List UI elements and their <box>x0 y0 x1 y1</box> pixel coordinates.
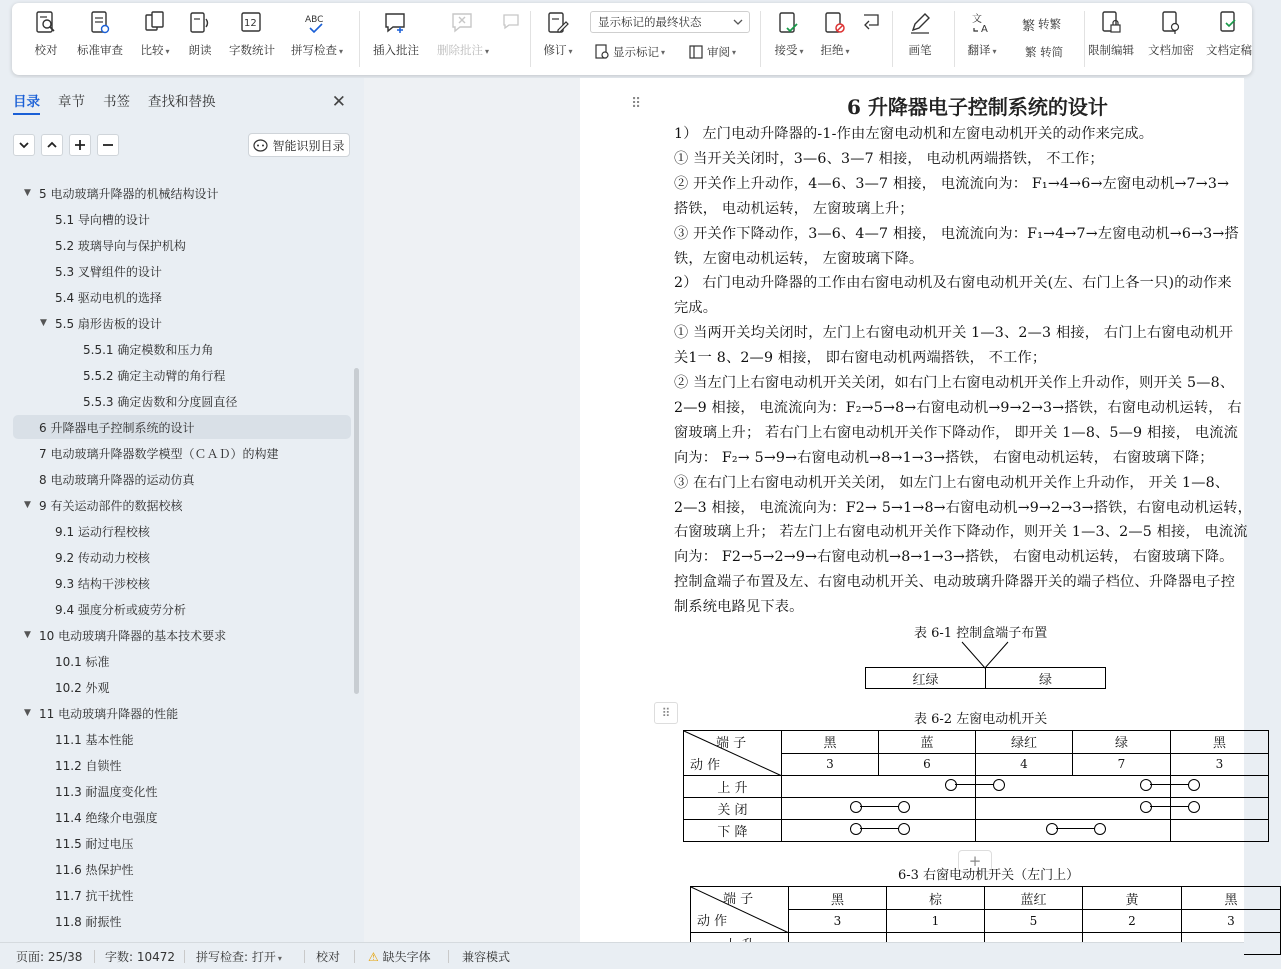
connection-cell <box>782 776 976 798</box>
toc-item-label: 7 电动玻璃升降器数学模型（ＣＡＤ）的构建 <box>39 446 279 461</box>
terminal-number-cell: 3 <box>789 910 887 933</box>
scrollbar[interactable] <box>354 368 359 694</box>
toc-item[interactable] <box>13 259 351 283</box>
body-text-line: 向为： F2→5→2→9→右窗电动机→8→1→3→搭铁， 右窗电动机运转， 右窗玻璃下降。 <box>674 549 1234 566</box>
show-markup-caret-icon: ▾ <box>661 47 666 57</box>
collapse-button[interactable] <box>13 134 35 156</box>
toc-item[interactable] <box>13 727 351 751</box>
action-label-cell: 下 降 <box>684 820 782 842</box>
action-label-cell: 关 闭 <box>684 798 782 820</box>
wire-color-cell: 蓝红 <box>985 887 1083 910</box>
proofread-button[interactable]: 校对 <box>30 7 62 67</box>
terminal-triangle-icon <box>961 642 1009 669</box>
body-text-line: 控制盒端子布置及左、右窗电动机开关、电动玻璃升降器开关的端子档位、升降器电子控 <box>674 574 1236 591</box>
smart-toc-button[interactable]: 智能识别目录 <box>248 133 350 157</box>
expand-toggle-icon[interactable]: ▼ <box>24 630 31 640</box>
toc-item[interactable] <box>13 597 351 621</box>
toc-item[interactable] <box>13 311 351 335</box>
toc-item-label: 11.6 热保护性 <box>55 862 134 877</box>
to-simplified-button[interactable]: 繁 转简 <box>1025 45 1064 59</box>
status-separator <box>94 950 95 963</box>
ribbon-separator <box>359 11 360 67</box>
terminal-number-cell: 7 <box>1073 753 1171 776</box>
prev-comment-icon <box>501 7 521 39</box>
header-label-terminal: 端 子 <box>723 892 754 907</box>
body-text-line: 向为： F₂→ 5→9→右窗电动机→8→1→3→搭铁， 右窗电动机运转， 右窗玻璃下降； <box>674 449 1214 466</box>
accept-button[interactable]: 接受 ▾ <box>770 7 808 67</box>
toc-item-label: 11 电动玻璃升降器的性能 <box>39 706 179 721</box>
reject-button[interactable]: 拒绝 ▾ <box>816 7 854 67</box>
connection-cell <box>1171 820 1269 842</box>
ribbon-toolbar <box>12 3 1252 75</box>
prev-change-icon <box>861 7 881 39</box>
toc-item-label: 9.2 传动动力校核 <box>55 550 150 565</box>
toc-item-label: 9.3 结构干涉校核 <box>55 576 150 591</box>
read-aloud-icon <box>188 7 212 39</box>
toc-item-label: 8 电动玻璃升降器的运动仿真 <box>39 472 195 487</box>
wire-color-cell: 黑 <box>782 731 879 754</box>
terminal-number-cell: 3 <box>1171 753 1269 776</box>
toc-item[interactable] <box>13 389 351 413</box>
ink-pen-button[interactable]: 画笔 <box>906 7 934 67</box>
connection-symbol <box>850 801 910 813</box>
toc-item[interactable] <box>13 519 351 543</box>
toc-item-label: 6 升降器电子控制系统的设计 <box>39 420 195 435</box>
header-label-action: 动 作 <box>697 914 728 929</box>
wire-color-cell: 黑 <box>1171 731 1269 754</box>
toc-item[interactable] <box>13 883 351 907</box>
body-text-line: 铁，左窗电动机运转， 左窗玻璃下降。 <box>674 250 924 267</box>
remove-heading-button[interactable] <box>97 134 119 156</box>
toc-item-label: 10 电动玻璃升降器的基本技术要求 <box>39 628 227 643</box>
toc-item-label: 11.5 耐过电压 <box>55 836 134 851</box>
insert-comment-button[interactable]: 插入批注 <box>370 7 422 67</box>
expand-toggle-icon[interactable]: ▼ <box>24 188 31 198</box>
nav-tabs <box>13 90 216 110</box>
wire-color-cell: 绿红 <box>976 731 1073 754</box>
status-separator <box>448 950 449 963</box>
connection-symbol <box>945 779 1005 791</box>
terminal-number-cell: 4 <box>976 753 1073 776</box>
compare-icon <box>143 7 167 39</box>
toc-item[interactable] <box>13 701 351 725</box>
delete-comment-caret-icon: ▾ <box>484 47 489 56</box>
encrypt-document-button[interactable]: 文档加密 <box>1146 7 1196 67</box>
body-text-line: ③ 在右门上右窗电动机开关关闭， 如左门上右窗电动机开关作上升动作， 开关 1—8、 <box>674 474 1230 491</box>
body-text-line: ① 当两开关均关闭时，左门上右窗电动机开关 1—3、2—3 相接， 右门上右窗电动机开 <box>674 325 1234 342</box>
spell-check-status[interactable]: 拼写检查: 打开 ▾ <box>196 950 282 964</box>
body-text-line: 完成。 <box>674 300 718 317</box>
document-page <box>580 78 1252 942</box>
body-text-line: 1） 左门电动升降器的-1-作由左窗电动机和左窗电动机开关的动作来完成。 <box>674 126 1154 142</box>
toc-item-label: 11.8 耐振性 <box>55 914 122 929</box>
restrict-edit-icon <box>1099 7 1123 39</box>
table-cell: 红绿 <box>866 668 986 688</box>
expand-up-button[interactable] <box>41 134 63 156</box>
review-pane-button[interactable]: 审阅 ▾ <box>688 41 736 63</box>
expand-toggle-icon[interactable]: ▼ <box>40 318 47 328</box>
word-count-icon <box>239 7 265 39</box>
toc-item[interactable] <box>13 441 351 465</box>
toc-item-label: 11.4 绝缘介电强度 <box>55 810 158 825</box>
status-separator <box>354 950 355 963</box>
toc-item[interactable] <box>13 337 351 361</box>
toc-item[interactable] <box>13 779 351 803</box>
ribbon-separator <box>954 11 955 67</box>
smart-recognize-icon <box>253 139 268 152</box>
drag-handle-icon: ⠿ <box>661 706 671 720</box>
connection-symbol <box>1046 823 1106 835</box>
toc-item[interactable] <box>13 415 351 439</box>
to-traditional-button[interactable]: 繁 转繁 <box>1022 13 1061 35</box>
prev-comment-button[interactable] <box>500 7 522 67</box>
toc-item-label: 5.5 扇形齿板的设计 <box>55 316 162 331</box>
diagonal-header-cell <box>691 887 789 933</box>
ribbon-separator <box>530 11 531 67</box>
lock-document-icon <box>1159 7 1183 39</box>
standard-review-icon <box>88 7 112 39</box>
chapter-heading: 6 升降器电子控制系统的设计 <box>847 95 1108 119</box>
chevron-down-icon <box>18 140 30 150</box>
body-text-line: 制系统电路见下表。 <box>674 599 804 616</box>
track-changes-icon <box>546 7 570 39</box>
connection-cell <box>976 798 1171 820</box>
reject-icon <box>823 7 847 39</box>
header-label-terminal: 端 子 <box>716 736 747 751</box>
toc-item[interactable] <box>13 857 351 881</box>
toc-item-label: 5.1 导向槽的设计 <box>55 212 150 227</box>
toc-item[interactable] <box>13 831 351 855</box>
wire-color-cell: 黄 <box>1083 887 1182 910</box>
word-count-button[interactable]: 12 字数统计 <box>226 7 278 67</box>
toc-item-label: 5.5.2 确定主动臂的角行程 <box>83 368 226 383</box>
toc-item-label: 10.2 外观 <box>55 680 110 695</box>
delete-comment-button[interactable]: 删除批注 ▾ <box>432 7 494 67</box>
translate-caret-icon: ▾ <box>992 47 997 56</box>
terminal-number-cell: 1 <box>887 910 985 933</box>
navigation-pane <box>0 78 364 942</box>
wire-color-cell: 蓝 <box>879 731 976 754</box>
spell-check-caret-icon: ▾ <box>338 47 343 56</box>
finalize-document-icon <box>1217 7 1241 39</box>
body-text-line: ① 当开关关闭时，3—6、3—7 相接， 电动机两端搭铁， 不工作； <box>674 150 1104 167</box>
terminal-number-cell: 5 <box>985 910 1083 933</box>
compare-button[interactable]: 比较 ▾ <box>136 7 174 67</box>
translate-icon <box>970 7 994 39</box>
markup-state-select[interactable]: 显示标记的最终状态 <box>590 11 750 33</box>
body-text-line: 2—3 相接， 电流流向为：F2→ 5→1→8→右窗电动机→9→2→3→搭铁，右窗电动机运转， <box>674 499 1252 516</box>
toc-item-label: 11.2 自锁性 <box>55 758 122 773</box>
toc-item[interactable] <box>13 285 351 309</box>
connection-symbol <box>850 823 910 835</box>
toc-item-label: 11.1 基本性能 <box>55 732 134 747</box>
terminal-number-cell: 3 <box>782 753 879 776</box>
toc-item-label: 5.5.3 确定齿数和分度圆直径 <box>83 394 238 409</box>
plus-icon: + <box>968 852 982 870</box>
ribbon-separator <box>760 11 761 67</box>
compat-mode-status: 兼容模式 <box>462 950 511 964</box>
terminal-number-cell: 6 <box>879 753 976 776</box>
table-cell: 绿 <box>1038 672 1052 688</box>
svg-text:A: A <box>981 24 988 35</box>
toc-item[interactable] <box>13 493 351 517</box>
accept-caret-icon: ▾ <box>799 47 804 56</box>
body-text-line: 右窗玻璃上升； 若左门上右窗电动机开关作下降动作，则开关 1—3、2—5 相接， 电流流 <box>674 524 1248 541</box>
expand-toggle-icon[interactable]: ▼ <box>24 500 31 510</box>
body-text-line: 2） 右门电动升降器的工作由右窗电动机及右窗电动机开关(左、右门上各一只)的动作来 <box>674 275 1232 292</box>
missing-font-status[interactable]: ⚠ 缺失字体 <box>368 950 431 964</box>
warning-icon: ⚠ <box>368 950 379 964</box>
diagonal-header-cell <box>684 731 782 776</box>
reject-caret-icon: ▾ <box>845 47 850 56</box>
status-separator <box>184 950 185 963</box>
minus-icon <box>102 139 114 151</box>
body-text-line: ③ 开关作下降动作，3—6、4—7 相接， 电流流向为：F₁→4→7→左窗电动机→6→3→搭 <box>674 225 1239 242</box>
traditional-char-icon: 繁 <box>1022 18 1036 34</box>
canvas-background <box>364 78 580 942</box>
chevron-down-icon <box>733 18 743 26</box>
table-caption: 表 6-1 控制盒端子布置 <box>914 626 1048 641</box>
wire-color-cell: 棕 <box>887 887 985 910</box>
finalize-document-button[interactable]: 文档定稿 <box>1204 7 1254 67</box>
page-indicator[interactable]: 页面: 25/38 <box>16 950 83 964</box>
status-separator <box>304 950 305 963</box>
toc-item[interactable] <box>13 233 351 257</box>
proofread-icon <box>34 7 58 39</box>
toc-item[interactable] <box>13 623 351 647</box>
wire-color-cell: 黑 <box>789 887 887 910</box>
svg-text:文: 文 <box>972 14 982 25</box>
body-text-line: ② 当左门上右窗电动机开关关闭，如右门上右窗电动机开关作上升动作，则开关 5—8、 <box>674 375 1235 391</box>
toc-item-label: 5.5.1 确定模数和压力角 <box>83 342 214 357</box>
proofread-status[interactable]: 校对 <box>316 950 341 964</box>
show-markup-button[interactable]: 显示标记 ▾ <box>594 41 665 63</box>
compare-caret-icon: ▾ <box>165 47 170 56</box>
toc-item[interactable] <box>13 675 351 699</box>
toc-item-label: 5 电动玻璃升降器的机械结构设计 <box>39 186 219 201</box>
status-bar <box>0 942 1244 969</box>
body-text-line: ② 开关作上升动作，4—6、3—7 相接， 电流流向为： F₁→4→6→左窗电动机→7→3→ <box>674 175 1230 192</box>
accept-icon <box>777 7 801 39</box>
tab-chapters[interactable]: 章节 <box>58 94 85 110</box>
review-pane-caret-icon: ▾ <box>732 47 737 57</box>
ribbon-separator <box>892 11 893 67</box>
toc-item[interactable] <box>13 805 351 829</box>
tab-bookmarks[interactable]: 书签 <box>103 94 130 110</box>
body-text-line: 搭铁， 电动机运转， 左窗玻璃上升； <box>674 200 914 217</box>
translate-button[interactable]: 文 A 翻译 ▾ <box>964 7 1000 67</box>
tab-toc[interactable]: 目录 <box>13 90 40 110</box>
drag-handle-icon[interactable]: ⠿ <box>631 96 642 112</box>
wire-color-cell: 黑 <box>1182 887 1281 910</box>
toc-item[interactable] <box>13 207 351 231</box>
revise-caret-icon: ▾ <box>568 47 573 56</box>
chevron-up-icon <box>46 140 58 150</box>
spell-check-button[interactable]: ABC 拼写检查 ▾ <box>286 7 348 67</box>
connection-cell <box>782 798 976 820</box>
header-label-action: 动 作 <box>690 758 721 773</box>
pen-icon <box>908 7 932 39</box>
body-text-line: 窗玻璃上升； 若右门上右窗电动机开关作下降动作， 即开关 1—8、5—9 相接， 电流流 <box>674 424 1239 441</box>
revise-button[interactable]: 修订 ▾ <box>542 7 574 67</box>
connection-cell <box>782 820 976 842</box>
toc-item-label: 11.7 抗干扰性 <box>55 888 134 903</box>
toc-item-label: 10.1 标准 <box>55 654 110 669</box>
toc-item[interactable] <box>13 467 351 491</box>
table-move-handle[interactable] <box>654 702 678 724</box>
toc-item[interactable] <box>13 753 351 777</box>
plus-icon <box>74 139 86 151</box>
prev-change-button[interactable] <box>860 7 882 67</box>
toc-item-label: 11.3 耐温度变化性 <box>55 784 158 799</box>
table-caption: 6-3 右窗电动机开关（左门上） <box>898 868 1080 883</box>
wire-color-cell: 绿 <box>1073 731 1171 754</box>
table-caption: 表 6-2 左窗电动机开关 <box>914 712 1048 727</box>
svg-text:12: 12 <box>244 18 257 29</box>
word-count-indicator[interactable]: 字数: 10472 <box>105 950 176 964</box>
toc-item[interactable] <box>13 571 351 595</box>
body-text-line: 2—9 相接， 电流流向为：F₂→5→8→右窗电动机→9→2→3→搭铁，右窗电动机运转， 右 <box>674 399 1242 416</box>
action-label-cell: 上 升 <box>684 776 782 798</box>
standard-review-button[interactable]: 标准审查 <box>74 7 126 67</box>
toc-item-label: 5.4 驱动电机的选择 <box>55 290 162 305</box>
spell-check-icon <box>304 7 330 39</box>
spell-status-caret-icon: ▾ <box>277 954 282 963</box>
expand-toggle-icon[interactable]: ▼ <box>24 708 31 718</box>
control-box-terminal-table <box>865 667 1106 689</box>
toc-item-label: 9.1 运动行程校核 <box>55 524 150 539</box>
toc-item-label: 5.3 叉臂组件的设计 <box>55 264 162 279</box>
read-aloud-button[interactable]: 朗读 <box>186 7 214 67</box>
connection-symbol <box>1140 801 1200 813</box>
add-heading-button[interactable] <box>69 134 91 156</box>
restrict-edit-button[interactable]: 限制编辑 <box>1086 7 1136 67</box>
insert-comment-icon <box>383 7 409 39</box>
terminal-number-cell: 2 <box>1083 910 1182 933</box>
toc-item[interactable] <box>13 909 351 933</box>
ribbon-separator <box>1084 11 1085 67</box>
review-pane-icon <box>688 44 704 60</box>
toc-item-label: 5.2 玻璃导向与保护机构 <box>55 238 186 253</box>
delete-comment-icon <box>450 7 476 39</box>
left-window-switch-table <box>683 730 1269 842</box>
terminal-number-cell: 3 <box>1182 910 1281 933</box>
svg-text:ABC: ABC <box>305 15 324 25</box>
connection-cell <box>976 820 1171 842</box>
toc-item-label: 9.4 强度分析或疲劳分析 <box>55 602 186 617</box>
body-text-line: 关1一 8、2—9 相接， 即右窗电动机两端搭铁， 不工作； <box>674 350 1047 367</box>
toc-item[interactable] <box>13 649 351 673</box>
connection-symbol <box>1140 779 1200 791</box>
toc-item[interactable] <box>13 545 351 569</box>
toc-item-label: 9 有关运动部件的数据校核 <box>39 498 183 513</box>
toc-item[interactable] <box>13 363 351 387</box>
close-icon[interactable]: ✕ <box>331 92 346 112</box>
tab-find-replace[interactable]: 查找和替换 <box>148 94 216 110</box>
show-markup-icon <box>594 44 610 60</box>
toc-item[interactable] <box>13 181 351 205</box>
